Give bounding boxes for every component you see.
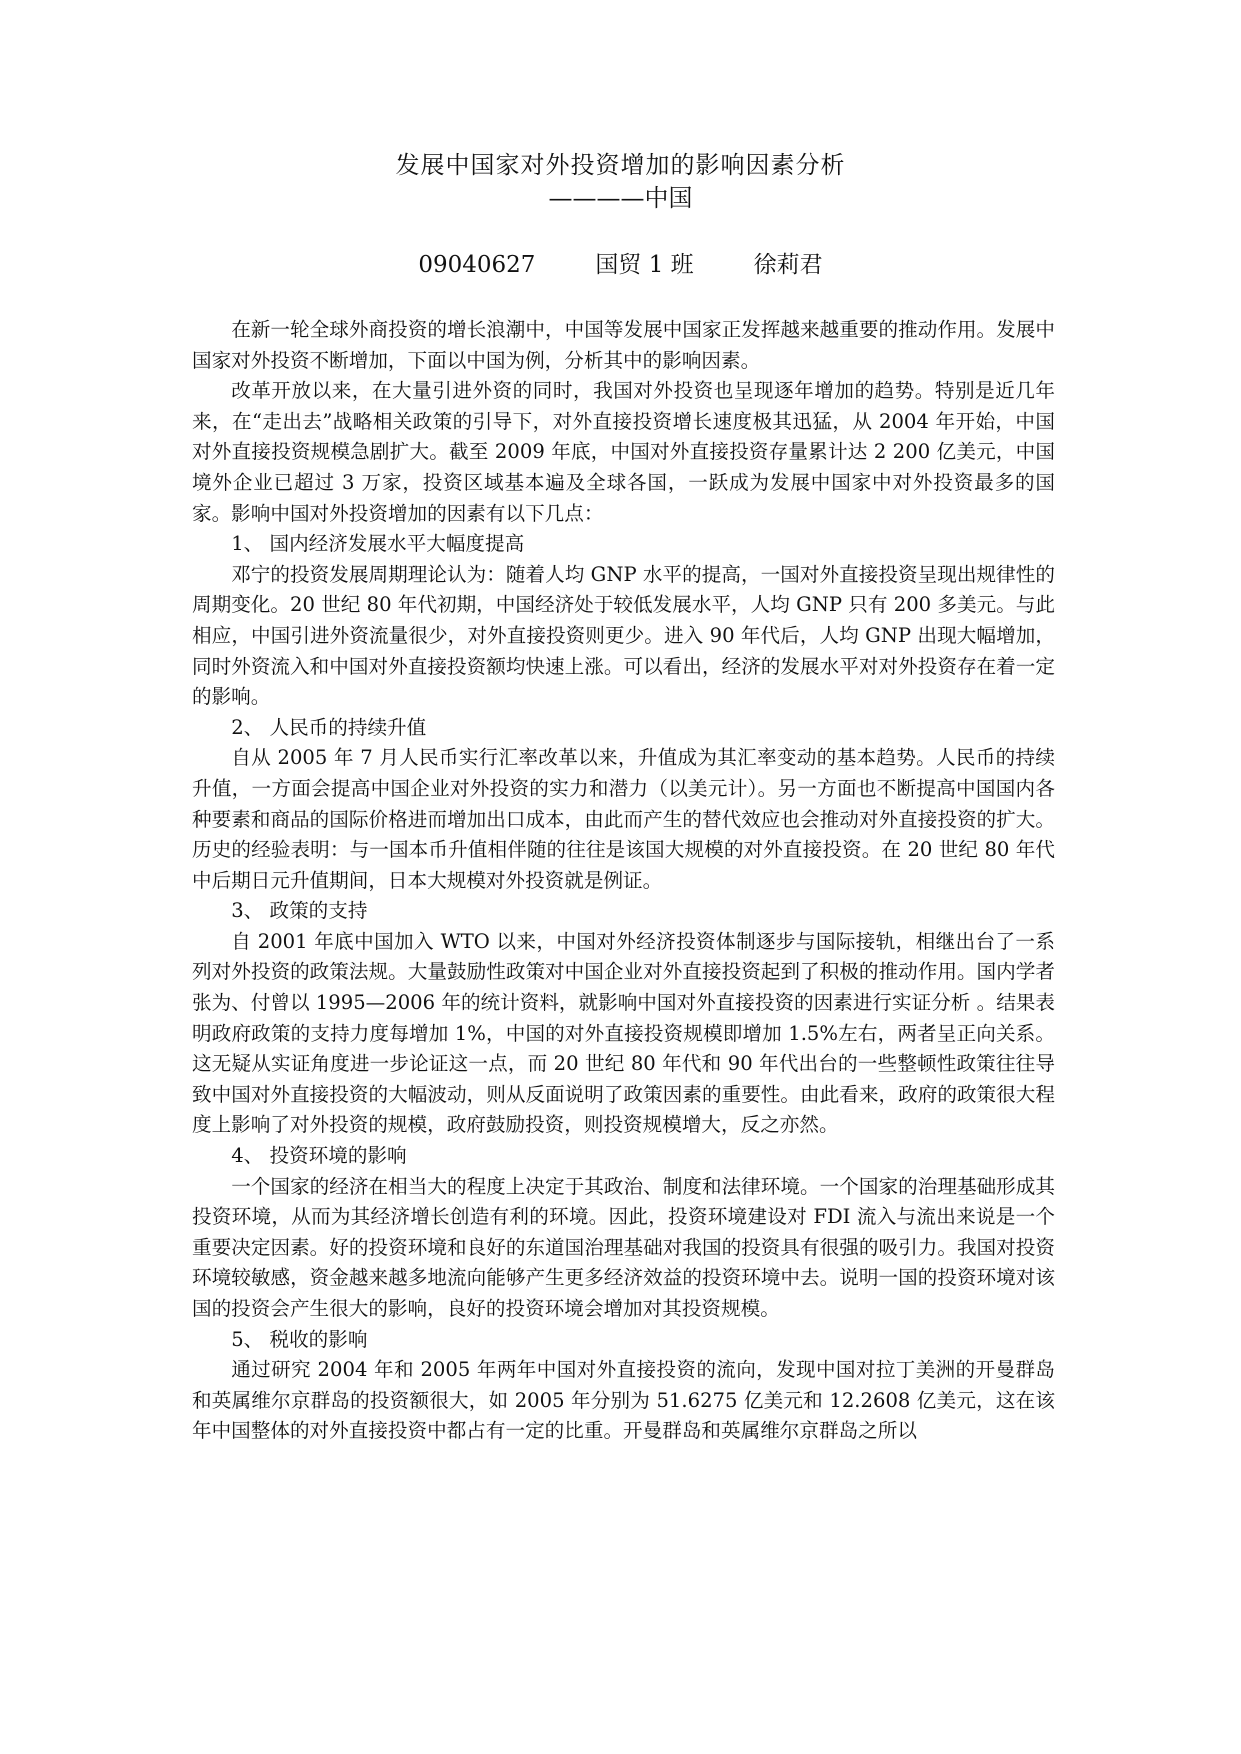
author-name: 徐莉君 (753, 252, 823, 278)
section-paragraph-4: 一个国家的经济在相当大的程度上决定于其政治、制度和法律环境。一个国家的治理基础形成其投资环境，从而为其经济增长创造有利的环境。因此，投资环境建设对 FDI 流入与流出来说是一个重要决定因素。好的投资环境和良好的东道国治理基础对我国的投资具有很强的吸引力。我国对投资环境较敏感，资金越来越多地流向能够产生更多经济效益的投资环境中去。说明一国的投资环境对该国的投资会产生很大的影响，良好的投资环境会增加对其投资规模。 (192, 1174, 1055, 1320)
section-paragraph-1: 邓宁的投资发展周期理论认为：随着人均 GNP 水平的提高，一国对外直接投资呈现出规律性的周期变化。20 世纪 80 年代初期，中国经济处于较低发展水平，人均 GNP 只有 200 多美元。与此相应，中国引进外资流量很少，对外直接投资则更少。进入 90 年代后，人均 GNP 出现大幅增加，同时外资流入和中国对外直接投资额均快速上涨。可以看出，经济的发展水平对对外投资存在着一定的影响。 (192, 562, 1055, 709)
section-heading-3: 3、 政策的支持 (231, 899, 368, 923)
intro-paragraph-1: 在新一轮全球外商投资的增长浪潮中，中国等发展中国家正发挥越来越重要的推动作用。发展中国家对外投资不断增加，下面以中国为例，分析其中的影响因素。 (192, 318, 1055, 372)
section-heading-1: 1、 国内经济发展水平大幅度提高 (231, 532, 525, 556)
title-block (0, 148, 1241, 214)
author-line (0, 248, 1241, 282)
section-heading-5: 5、 税收的影响 (231, 1327, 368, 1351)
section-paragraph-2: 自从 2005 年 7 月人民币实行汇率改革以来，升值成为其汇率变动的基本趋势。人民币的持续升值，一方面会提高中国企业对外投资的实力和潜力（以美元计）。另一方面也不断提高中国国内各种要素和商品的国际价格进而增加出口成本，由此而产生的替代效应也会推动对外直接投资的扩大。历史的经验表明：与一国本币升值相伴随的往往是该国大规模的对外直接投资。在 20 世纪 80 年代中后期日元升值期间，日本大规模对外投资就是例证。 (192, 746, 1055, 892)
document-subtitle: ————中国 (548, 184, 693, 212)
section-heading-2: 2、 人民币的持续升值 (231, 715, 427, 739)
student-id: 09040627 (418, 252, 536, 278)
intro-paragraph-2: 改革开放以来，在大量引进外资的同时，我国对外投资也呈现逐年增加的趋势。特别是近几年来，在“走出去”战略相关政策的引导下，对外直接投资增长速度极其迅猛，从 2004 年开始，中国对外直接投资规模急剧扩大。截至 2009 年底，中国对外直接投资存量累计达 2 200 亿美元，中国境外企业已超过 3 万家，投资区域基本遍及全球各国，一跃成为发展中国家中对外投资最多的国家。影响中国对外投资增加的因素有以下几点： (192, 379, 1055, 525)
section-paragraph-5: 通过研究 2004 年和 2005 年两年中国对外直接投资的流向，发现中国对拉丁美洲的开曼群岛和英属维尔京群岛的投资额很大，如 2005 年分别为 51.6275 亿美元和 12.2608 亿美元，这在该年中国整体的对外直接投资中都占有一定的比重。开曼群岛和英属维尔京群岛之所以 (192, 1358, 1055, 1443)
section-paragraph-3: 自 2001 年底中国加入 WTO 以来，中国对外经济投资体制逐步与国际接轨，相继出台了一系列对外投资的政策法规。大量鼓励性政策对中国企业对外直接投资起到了积极的推动作用。国内学者张为、付曾以 1995—2006 年的统计资料，就影响中国对外直接投资的因素进行实证分析 。结果表明政府政策的支持力度每增加 1%，中国的对外直接投资规模即增加 1.5%左右，两者呈正向关系。这无疑从实证角度进一步论证这一点，而 20 世纪 80 年代和 90 年代出台的一些整顿性政策往往导致中国对外直接投资的大幅波动，则从反面说明了政策因素的重要性。由此看来，政府的政策很大程度上影响了对外投资的规模，政府鼓励投资，则投资规模增大，反之亦然。 (192, 929, 1055, 1137)
section-heading-4: 4、 投资环境的影响 (231, 1144, 407, 1168)
document-body (192, 315, 1055, 1447)
class-name: 国贸 1 班 (595, 252, 694, 278)
document-title: 发展中国家对外投资增加的影响因素分析 (395, 151, 846, 179)
